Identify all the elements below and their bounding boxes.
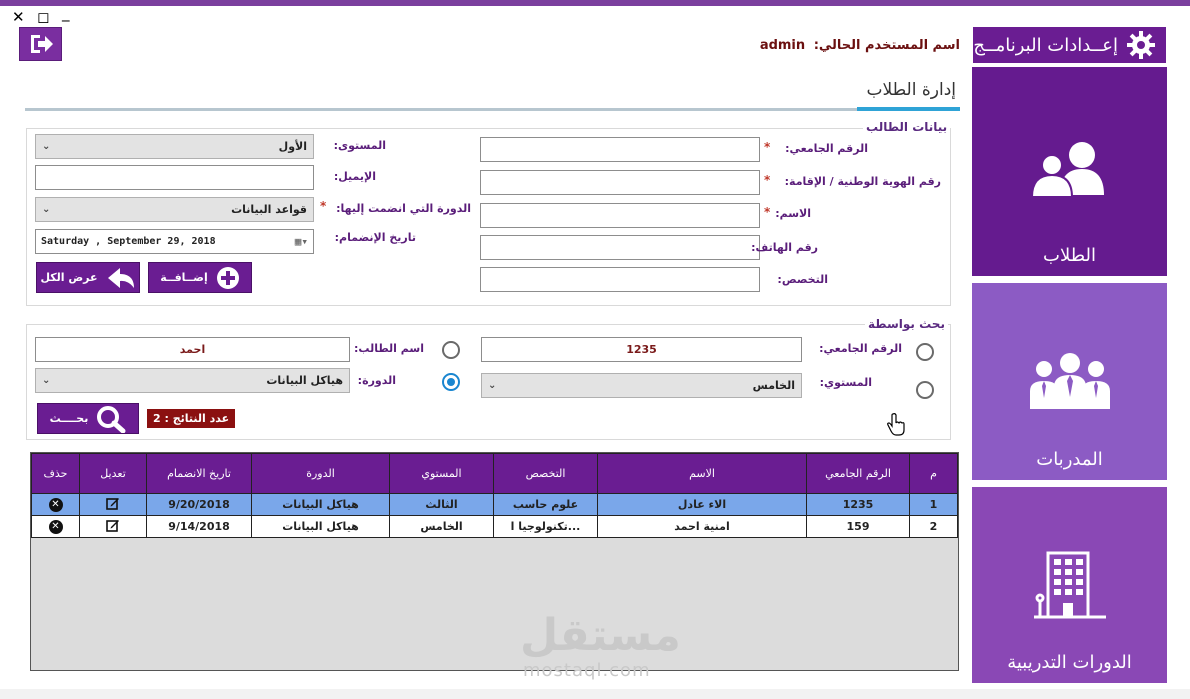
level-cell: الثالث	[390, 494, 494, 516]
join-date-value: Saturday , September 29, 2018	[41, 236, 216, 247]
search-legend: بحث بواسطة	[865, 317, 948, 331]
logout-button[interactable]	[19, 27, 62, 61]
email-input[interactable]	[35, 165, 314, 190]
close-window-button[interactable]: ✕	[12, 8, 25, 26]
search-by-student-name-radio[interactable]	[442, 341, 460, 359]
required-mark: *	[764, 205, 771, 219]
edit-icon[interactable]	[106, 496, 120, 510]
column-header-level[interactable]: المستوي	[390, 454, 494, 494]
watermark-url: mostaql.com	[523, 660, 651, 681]
column-header-university-id[interactable]: الرقم الجامعي	[807, 454, 910, 494]
num-cell: 2	[910, 516, 958, 538]
major-input[interactable]	[480, 267, 760, 292]
level-label: المستوى:	[333, 139, 386, 152]
num-cell: 1	[910, 494, 958, 516]
add-button[interactable]	[148, 262, 252, 293]
users-icon	[1030, 139, 1110, 199]
name-cell: امنية احمد	[598, 516, 807, 538]
join-date-cell: 9/14/2018	[147, 516, 252, 538]
course-select-value: قواعد البيانات	[231, 203, 307, 216]
course-select[interactable]	[35, 197, 314, 222]
level-select[interactable]	[35, 134, 314, 159]
course-cell: هياكل البيانات	[252, 494, 390, 516]
university-id-cell: 1235	[807, 494, 910, 516]
program-settings-button[interactable]	[973, 27, 1166, 63]
edit-cell[interactable]	[80, 494, 147, 516]
delete-cell[interactable]	[32, 516, 80, 538]
search-student-name-label: اسم الطالب:	[354, 342, 424, 355]
university-id-cell: 159	[807, 516, 910, 538]
email-label: الإيميل:	[333, 170, 376, 183]
column-header-name[interactable]: الاسم	[598, 454, 807, 494]
search-level-label: المستوي:	[819, 376, 872, 389]
column-header-delete[interactable]: حذف	[32, 454, 80, 494]
current-user-label: اسم المستخدم الحالي:	[813, 38, 960, 53]
search-button[interactable]	[37, 403, 139, 434]
table-header-row	[32, 454, 958, 494]
major-cell: علوم حاسب	[494, 494, 598, 516]
delete-icon[interactable]: ✕	[49, 498, 63, 512]
nav-tile-students-label: الطلاب	[1043, 245, 1096, 266]
university-id-label: الرقم الجامعي:	[785, 142, 868, 155]
watermark-logo: مستقل	[520, 610, 681, 661]
column-header-join-date[interactable]: تاريخ الانضمام	[147, 454, 252, 494]
results-count-badge: عدد النتائج : 2	[147, 409, 235, 428]
program-settings-label: إعــدادات البرنامــج	[973, 34, 1118, 56]
search-by-university-id-radio[interactable]	[916, 343, 934, 361]
chevron-down-icon: ⌄	[488, 380, 497, 391]
name-cell: الاء عادل	[598, 494, 807, 516]
window-top-border	[0, 0, 1190, 6]
national-id-label: رقم الهوية الوطنية / الإقامة:	[784, 175, 941, 188]
search-button-label: بحــــث	[49, 412, 89, 425]
join-date-label: تاريخ الإنضمام:	[334, 231, 416, 244]
major-cell: تكنولوجيا ا...	[494, 516, 598, 538]
logout-icon	[28, 33, 54, 55]
calendar-dropdown-icon: ▦▾	[294, 235, 308, 248]
required-mark: *	[320, 199, 327, 213]
phone-label: رقم الهاتف:	[751, 241, 818, 254]
nav-tile-students[interactable]	[972, 67, 1167, 276]
search-university-id-label: الرقم الجامعي:	[819, 342, 902, 355]
phone-input[interactable]	[480, 235, 760, 260]
search-by-level-radio[interactable]	[916, 381, 934, 399]
trainers-icon	[1028, 351, 1112, 411]
table-row[interactable]	[32, 516, 958, 538]
column-header-major[interactable]: التخصص	[494, 454, 598, 494]
major-label: التخصص:	[777, 273, 828, 286]
nav-tile-courses[interactable]	[972, 487, 1167, 683]
column-header-edit[interactable]: تعديل	[80, 454, 147, 494]
column-header-course[interactable]: الدورة	[252, 454, 390, 494]
title-divider	[25, 108, 960, 111]
search-level-select[interactable]	[481, 373, 802, 398]
search-level-value: الخامس	[752, 379, 795, 392]
table-row[interactable]	[32, 494, 958, 516]
student-data-legend: بيانات الطالب	[863, 120, 950, 134]
gear-icon	[1126, 30, 1156, 60]
current-user-line	[720, 38, 960, 53]
join-date-cell: 9/20/2018	[147, 494, 252, 516]
window-bottom-edge	[0, 689, 1190, 699]
search-by-course-radio[interactable]	[442, 373, 460, 391]
name-input[interactable]	[480, 203, 760, 228]
minimize-window-button[interactable]: _	[62, 4, 70, 22]
current-user-name: admin	[759, 38, 806, 53]
hand-cursor-icon	[887, 412, 905, 436]
column-header-num[interactable]: م	[910, 454, 958, 494]
chevron-down-icon: ⌄	[42, 375, 51, 386]
back-arrow-icon	[106, 266, 136, 290]
nav-tile-trainers-label: المدربات	[1036, 449, 1103, 470]
search-university-id-input[interactable]: 1235	[481, 337, 802, 362]
students-table	[31, 453, 958, 538]
search-student-name-input[interactable]: احمد	[35, 337, 350, 362]
delete-icon[interactable]: ✕	[49, 520, 63, 534]
maximize-window-button[interactable]: ◻	[37, 8, 50, 26]
course-cell: هياكل البيانات	[252, 516, 390, 538]
title-underline	[857, 107, 960, 111]
search-course-value: هياكل البيانات	[266, 374, 343, 387]
required-mark: *	[764, 140, 771, 154]
chevron-down-icon: ⌄	[42, 204, 51, 215]
students-grid	[30, 452, 959, 671]
nav-tile-trainers[interactable]	[972, 283, 1167, 480]
search-course-label: الدورة:	[357, 374, 396, 387]
level-select-value: الأول	[278, 140, 307, 153]
chevron-down-icon: ⌄	[42, 141, 51, 152]
search-icon	[96, 405, 126, 433]
required-mark: *	[764, 173, 771, 187]
join-date-picker[interactable]	[35, 229, 314, 254]
page-title: إدارة الطلاب	[866, 80, 956, 100]
name-label: الاسم:	[775, 207, 811, 220]
nav-tile-courses-label: الدورات التدريبية	[1007, 652, 1132, 673]
national-id-input[interactable]	[480, 170, 760, 195]
delete-cell[interactable]	[32, 494, 80, 516]
university-id-input[interactable]	[480, 137, 760, 162]
show-all-button-label: عرض الكل	[40, 271, 98, 284]
course-label: الدورة التي انضمت إليها:	[336, 202, 471, 215]
plus-circle-icon	[216, 266, 240, 290]
edit-cell[interactable]	[80, 516, 147, 538]
building-icon	[1030, 549, 1110, 621]
level-cell: الخامس	[390, 516, 494, 538]
edit-icon[interactable]	[106, 518, 120, 532]
show-all-button[interactable]	[36, 262, 140, 293]
add-button-label: إضــافــة	[160, 271, 208, 284]
search-course-select[interactable]	[35, 368, 350, 393]
